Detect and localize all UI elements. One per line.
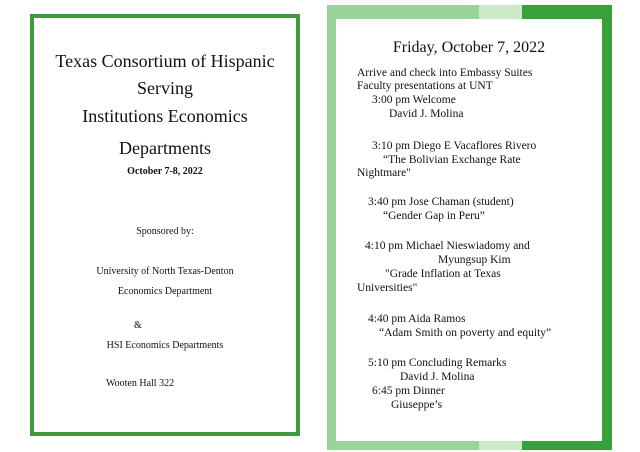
cover-card bbox=[30, 14, 300, 436]
schedule-line: Faculty presentations at UNT bbox=[357, 80, 493, 92]
schedule-line: Giuseppe’s bbox=[391, 399, 443, 411]
schedule-line: Myungsup Kim bbox=[438, 254, 511, 266]
schedule-line: 3:40 pm Jose Chaman (student) bbox=[368, 196, 514, 208]
event-dates: October 7-8, 2022 bbox=[127, 166, 203, 177]
sponsored-by-label: Sponsored by: bbox=[136, 226, 194, 237]
schedule-line: David J. Molina bbox=[400, 371, 475, 383]
schedule-card bbox=[336, 19, 602, 441]
title-line-2: Serving bbox=[137, 78, 193, 98]
schedule-line: Arrive and check into Embassy Suites bbox=[357, 67, 533, 79]
schedule-line: “Adam Smith on poverty and equity” bbox=[379, 327, 552, 339]
schedule-line: 3:10 pm Diego E Vacaflores Rivero bbox=[372, 140, 537, 152]
schedule-line: Universities" bbox=[357, 282, 418, 294]
schedule-line: 4:40 pm Aida Ramos bbox=[368, 313, 466, 325]
sponsor-department: Economics Department bbox=[117, 286, 213, 297]
schedule-line: David J. Molina bbox=[389, 108, 464, 120]
schedule-line: “Gender Gap in Peru” bbox=[383, 210, 485, 222]
schedule-line: 5:10 pm Concluding Remarks bbox=[368, 357, 507, 369]
sponsor-hsi: HSI Economics Departments bbox=[106, 340, 224, 351]
title-line-4: Departments bbox=[119, 138, 211, 158]
schedule-line: “The Bolivian Exchange Rate bbox=[383, 154, 521, 166]
ampersand: & bbox=[134, 320, 142, 331]
title-line-1: Texas Consortium of Hispanic bbox=[55, 51, 275, 71]
location: Wooten Hall 322 bbox=[106, 378, 175, 389]
title-line-3: Institutions Economics bbox=[82, 106, 248, 126]
schedule-line: 3:00 pm Welcome bbox=[372, 94, 456, 106]
schedule-line: Nightmare" bbox=[357, 167, 411, 179]
schedule-line: "Grade Inflation at Texas bbox=[385, 268, 501, 280]
schedule-heading: Friday, October 7, 2022 bbox=[392, 39, 546, 56]
schedule-line: 4:10 pm Michael Nieswiadomy and bbox=[365, 240, 530, 252]
sponsor-university: University of North Texas-Denton bbox=[96, 266, 234, 277]
schedule-line: 6:45 pm Dinner bbox=[372, 385, 445, 397]
